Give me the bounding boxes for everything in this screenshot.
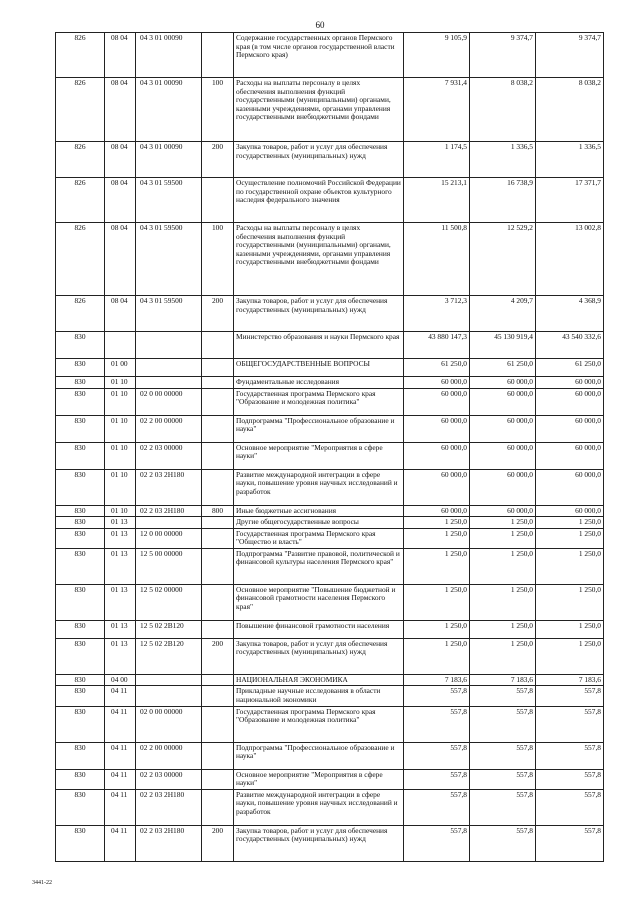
cell-section: 01 10 — [105, 505, 136, 517]
cell-admin-code: 830 — [56, 789, 105, 825]
cell-section: 08 04 — [105, 142, 136, 178]
cell-amount-year2: 45 130 919,4 — [470, 332, 536, 359]
cell-amount-year3: 60 000,0 — [536, 377, 604, 389]
cell-section: 01 13 — [105, 620, 136, 638]
cell-name: Закупка товаров, работ и услуг для обеспечения государственных (муниципальных) нужд — [234, 825, 404, 861]
cell-expense-type — [202, 674, 234, 686]
cell-amount-year1: 11 500,8 — [404, 223, 470, 296]
cell-amount-year3: 43 540 332,6 — [536, 332, 604, 359]
cell-amount-year3: 557,8 — [536, 789, 604, 825]
cell-section: 04 11 — [105, 706, 136, 742]
cell-amount-year2: 557,8 — [470, 789, 536, 825]
cell-amount-year2: 1 336,5 — [470, 142, 536, 178]
cell-section: 01 00 — [105, 359, 136, 377]
cell-amount-year1: 15 213,1 — [404, 178, 470, 223]
cell-amount-year2: 60 000,0 — [470, 388, 536, 415]
cell-amount-year3: 1 250,0 — [536, 638, 604, 674]
cell-amount-year1: 60 000,0 — [404, 377, 470, 389]
cell-target-article: 02 2 00 00000 — [136, 742, 202, 769]
cell-amount-year1: 1 250,0 — [404, 548, 470, 584]
cell-section: 04 11 — [105, 789, 136, 825]
cell-name: Содержание государственных органов Пермского края (в том числе органов государственной власти Пермского края) — [234, 33, 404, 78]
cell-admin-code: 830 — [56, 505, 105, 517]
cell-target-article: 02 0 00 00000 — [136, 388, 202, 415]
cell-amount-year3: 60 000,0 — [536, 442, 604, 469]
table-row — [56, 142, 604, 178]
table-row — [56, 178, 604, 223]
cell-name: Закупка товаров, работ и услуг для обеспечения государственных (муниципальных) нужд — [234, 296, 404, 332]
cell-amount-year1: 43 880 147,3 — [404, 332, 470, 359]
cell-expense-type: 100 — [202, 78, 234, 142]
table-row — [56, 296, 604, 332]
cell-section: 04 00 — [105, 674, 136, 686]
cell-section: 01 13 — [105, 517, 136, 529]
cell-target-article: 04 3 01 59500 — [136, 296, 202, 332]
cell-expense-type — [202, 517, 234, 529]
cell-target-article: 02 2 03 2Н180 — [136, 789, 202, 825]
table-row — [56, 638, 604, 674]
cell-target-article: 02 2 03 00000 — [136, 769, 202, 789]
cell-amount-year3: 557,8 — [536, 686, 604, 706]
cell-target-article: 02 2 03 2Н180 — [136, 469, 202, 505]
cell-amount-year1: 557,8 — [404, 825, 470, 861]
table-row — [56, 505, 604, 517]
table-row — [56, 825, 604, 861]
cell-amount-year2: 7 183,6 — [470, 674, 536, 686]
cell-section: 01 13 — [105, 638, 136, 674]
cell-name: Основное мероприятие "Мероприятия в сфере науки" — [234, 769, 404, 789]
cell-expense-type — [202, 528, 234, 548]
cell-name: Повышение финансовой грамотности населения — [234, 620, 404, 638]
cell-amount-year2: 1 250,0 — [470, 548, 536, 584]
cell-amount-year1: 7 183,6 — [404, 674, 470, 686]
cell-amount-year2: 8 038,2 — [470, 78, 536, 142]
cell-amount-year1: 60 000,0 — [404, 388, 470, 415]
cell-amount-year1: 1 250,0 — [404, 517, 470, 529]
cell-admin-code: 830 — [56, 415, 105, 442]
table-row — [56, 620, 604, 638]
cell-name: Развитие международной интеграции в сфере науки, повышение уровня научных исследований и разработок — [234, 469, 404, 505]
cell-target-article: 04 3 01 00090 — [136, 78, 202, 142]
table-row — [56, 548, 604, 584]
cell-amount-year1: 557,8 — [404, 706, 470, 742]
cell-expense-type — [202, 706, 234, 742]
cell-admin-code: 826 — [56, 33, 105, 78]
cell-name: Закупка товаров, работ и услуг для обеспечения государственных (муниципальных) нужд — [234, 638, 404, 674]
cell-admin-code: 830 — [56, 584, 105, 620]
cell-section: 08 04 — [105, 296, 136, 332]
cell-amount-year3: 9 374,7 — [536, 33, 604, 78]
cell-section: 04 11 — [105, 686, 136, 706]
table-row — [56, 584, 604, 620]
cell-admin-code: 830 — [56, 769, 105, 789]
cell-amount-year3: 17 371,7 — [536, 178, 604, 223]
cell-amount-year3: 1 336,5 — [536, 142, 604, 178]
cell-expense-type: 200 — [202, 142, 234, 178]
cell-amount-year2: 557,8 — [470, 686, 536, 706]
cell-name: Закупка товаров, работ и услуг для обеспечения государственных (муниципальных) нужд — [234, 142, 404, 178]
cell-name: Иные бюджетные ассигнования — [234, 505, 404, 517]
cell-name: Расходы на выплаты персоналу в целях обеспечения выполнения функций государственными (муниципальными) органами, казенными учреждениями, органами управления государственными внебюджетными фондами — [234, 78, 404, 142]
cell-amount-year3: 60 000,0 — [536, 505, 604, 517]
cell-amount-year3: 4 368,9 — [536, 296, 604, 332]
cell-target-article: 04 3 01 59500 — [136, 223, 202, 296]
cell-admin-code: 830 — [56, 517, 105, 529]
cell-section: 01 13 — [105, 584, 136, 620]
cell-name: Развитие международной интеграции в сфере науки, повышение уровня научных исследований и разработок — [234, 789, 404, 825]
cell-amount-year1: 7 931,4 — [404, 78, 470, 142]
cell-admin-code: 830 — [56, 638, 105, 674]
table-row — [56, 674, 604, 686]
cell-section — [105, 332, 136, 359]
cell-section: 01 10 — [105, 377, 136, 389]
cell-admin-code: 830 — [56, 377, 105, 389]
cell-amount-year3: 61 250,0 — [536, 359, 604, 377]
cell-section: 01 10 — [105, 469, 136, 505]
cell-target-article: 02 0 00 00000 — [136, 706, 202, 742]
table-row — [56, 517, 604, 529]
cell-amount-year1: 557,8 — [404, 686, 470, 706]
cell-expense-type — [202, 442, 234, 469]
cell-admin-code: 826 — [56, 142, 105, 178]
cell-expense-type: 800 — [202, 505, 234, 517]
cell-name: Государственная программа Пермского края "Образование и молодежная политика" — [234, 706, 404, 742]
cell-admin-code: 826 — [56, 78, 105, 142]
cell-admin-code: 830 — [56, 825, 105, 861]
cell-amount-year3: 1 250,0 — [536, 584, 604, 620]
cell-admin-code: 830 — [56, 528, 105, 548]
cell-amount-year3: 1 250,0 — [536, 528, 604, 548]
cell-section: 08 04 — [105, 78, 136, 142]
cell-amount-year1: 557,8 — [404, 742, 470, 769]
cell-name: Государственная программа Пермского края "Образование и молодежная политика" — [234, 388, 404, 415]
cell-expense-type — [202, 469, 234, 505]
cell-amount-year3: 557,8 — [536, 742, 604, 769]
cell-amount-year2: 16 738,9 — [470, 178, 536, 223]
cell-amount-year1: 60 000,0 — [404, 415, 470, 442]
table-row — [56, 769, 604, 789]
cell-amount-year3: 1 250,0 — [536, 620, 604, 638]
table-row — [56, 33, 604, 78]
cell-expense-type — [202, 769, 234, 789]
cell-name: Осуществление полномочий Российской Федерации по государственной охране объектов культурного наследия федерального значения — [234, 178, 404, 223]
cell-expense-type — [202, 415, 234, 442]
table-row — [56, 388, 604, 415]
cell-amount-year1: 60 000,0 — [404, 442, 470, 469]
cell-expense-type — [202, 332, 234, 359]
cell-amount-year3: 13 002,8 — [536, 223, 604, 296]
cell-amount-year1: 1 250,0 — [404, 584, 470, 620]
cell-amount-year3: 60 000,0 — [536, 415, 604, 442]
cell-expense-type: 200 — [202, 638, 234, 674]
cell-admin-code: 830 — [56, 620, 105, 638]
cell-amount-year1: 557,8 — [404, 769, 470, 789]
cell-amount-year2: 9 374,7 — [470, 33, 536, 78]
cell-target-article — [136, 686, 202, 706]
cell-name: Расходы на выплаты персоналу в целях обеспечения выполнения функций государственными (муниципальными) органами, казенными учреждениями, органами управления государственными внебюджетными фондами — [234, 223, 404, 296]
cell-target-article: 02 2 00 00000 — [136, 415, 202, 442]
cell-name: Основное мероприятие "Мероприятия в сфере науки" — [234, 442, 404, 469]
cell-admin-code: 830 — [56, 388, 105, 415]
cell-name: Прикладные научные исследования в области национальной экономики — [234, 686, 404, 706]
cell-amount-year2: 1 250,0 — [470, 517, 536, 529]
cell-amount-year1: 3 712,3 — [404, 296, 470, 332]
cell-amount-year3: 557,8 — [536, 769, 604, 789]
cell-section: 01 13 — [105, 528, 136, 548]
cell-target-article — [136, 674, 202, 686]
cell-target-article: 04 3 01 59500 — [136, 178, 202, 223]
cell-target-article: 12 5 00 00000 — [136, 548, 202, 584]
cell-amount-year2: 557,8 — [470, 742, 536, 769]
table-row — [56, 789, 604, 825]
table-row — [56, 706, 604, 742]
table-row — [56, 686, 604, 706]
cell-amount-year2: 1 250,0 — [470, 528, 536, 548]
cell-target-article — [136, 359, 202, 377]
cell-admin-code: 826 — [56, 296, 105, 332]
cell-amount-year3: 1 250,0 — [536, 517, 604, 529]
table-row — [56, 223, 604, 296]
cell-target-article: 12 5 02 2В120 — [136, 638, 202, 674]
cell-target-article — [136, 332, 202, 359]
cell-section: 01 10 — [105, 442, 136, 469]
cell-admin-code: 830 — [56, 442, 105, 469]
cell-name: Подпрограмма "Профессиональное образование и наука" — [234, 415, 404, 442]
cell-amount-year1: 60 000,0 — [404, 469, 470, 505]
cell-amount-year2: 60 000,0 — [470, 505, 536, 517]
cell-target-article — [136, 517, 202, 529]
cell-expense-type — [202, 620, 234, 638]
cell-name: Фундаментальные исследования — [234, 377, 404, 389]
cell-amount-year1: 60 000,0 — [404, 505, 470, 517]
cell-expense-type — [202, 742, 234, 769]
cell-amount-year3: 557,8 — [536, 825, 604, 861]
cell-target-article: 12 5 02 2В120 — [136, 620, 202, 638]
cell-expense-type — [202, 359, 234, 377]
cell-amount-year2: 60 000,0 — [470, 377, 536, 389]
cell-admin-code: 830 — [56, 742, 105, 769]
cell-amount-year1: 61 250,0 — [404, 359, 470, 377]
cell-amount-year2: 61 250,0 — [470, 359, 536, 377]
cell-amount-year2: 557,8 — [470, 706, 536, 742]
cell-amount-year2: 1 250,0 — [470, 584, 536, 620]
cell-amount-year2: 557,8 — [470, 769, 536, 789]
budget-table — [55, 32, 604, 862]
cell-amount-year1: 1 250,0 — [404, 528, 470, 548]
cell-expense-type: 100 — [202, 223, 234, 296]
cell-amount-year2: 1 250,0 — [470, 638, 536, 674]
cell-expense-type — [202, 789, 234, 825]
cell-expense-type — [202, 686, 234, 706]
cell-admin-code: 830 — [56, 332, 105, 359]
cell-name: Подпрограмма "Профессиональное образование и наука" — [234, 742, 404, 769]
cell-expense-type — [202, 178, 234, 223]
cell-admin-code: 826 — [56, 178, 105, 223]
table-row — [56, 359, 604, 377]
table-row — [56, 377, 604, 389]
cell-target-article: 04 3 01 00090 — [136, 142, 202, 178]
cell-section: 08 04 — [105, 223, 136, 296]
cell-name: ОБЩЕГОСУДАРСТВЕННЫЕ ВОПРОСЫ — [234, 359, 404, 377]
cell-section: 01 10 — [105, 415, 136, 442]
cell-admin-code: 826 — [56, 223, 105, 296]
cell-expense-type — [202, 377, 234, 389]
cell-amount-year2: 60 000,0 — [470, 469, 536, 505]
cell-expense-type: 200 — [202, 296, 234, 332]
cell-admin-code: 830 — [56, 469, 105, 505]
cell-target-article — [136, 377, 202, 389]
cell-amount-year3: 60 000,0 — [536, 388, 604, 415]
cell-amount-year3: 1 250,0 — [536, 548, 604, 584]
cell-amount-year2: 60 000,0 — [470, 415, 536, 442]
cell-amount-year1: 1 250,0 — [404, 620, 470, 638]
cell-amount-year3: 8 038,2 — [536, 78, 604, 142]
cell-expense-type — [202, 33, 234, 78]
footer-code: 3441-22 — [32, 880, 52, 886]
cell-section: 04 11 — [105, 769, 136, 789]
cell-amount-year1: 9 105,9 — [404, 33, 470, 78]
cell-amount-year2: 4 209,7 — [470, 296, 536, 332]
cell-admin-code: 830 — [56, 706, 105, 742]
cell-expense-type — [202, 548, 234, 584]
cell-expense-type: 200 — [202, 825, 234, 861]
cell-amount-year3: 557,8 — [536, 706, 604, 742]
cell-admin-code: 830 — [56, 359, 105, 377]
cell-amount-year1: 1 174,5 — [404, 142, 470, 178]
table-row — [56, 332, 604, 359]
cell-amount-year2: 60 000,0 — [470, 442, 536, 469]
cell-name: Министерство образования и науки Пермского края — [234, 332, 404, 359]
cell-amount-year2: 12 529,2 — [470, 223, 536, 296]
cell-name: Подпрограмма "Развитие правовой, политической и финансовой культуры населения Пермского края" — [234, 548, 404, 584]
cell-section: 08 04 — [105, 178, 136, 223]
cell-amount-year2: 557,8 — [470, 825, 536, 861]
cell-admin-code: 830 — [56, 548, 105, 584]
table-row — [56, 442, 604, 469]
cell-amount-year2: 1 250,0 — [470, 620, 536, 638]
cell-section: 01 10 — [105, 388, 136, 415]
cell-amount-year1: 1 250,0 — [404, 638, 470, 674]
cell-target-article: 12 0 00 00000 — [136, 528, 202, 548]
table-row — [56, 469, 604, 505]
cell-name: НАЦИОНАЛЬНАЯ ЭКОНОМИКА — [234, 674, 404, 686]
cell-admin-code: 830 — [56, 674, 105, 686]
table-row — [56, 78, 604, 142]
cell-section: 08 04 — [105, 33, 136, 78]
cell-amount-year1: 557,8 — [404, 789, 470, 825]
table-row — [56, 528, 604, 548]
cell-target-article: 02 2 03 2Н180 — [136, 505, 202, 517]
cell-section: 01 13 — [105, 548, 136, 584]
cell-target-article: 02 2 03 2Н180 — [136, 825, 202, 861]
cell-amount-year3: 60 000,0 — [536, 469, 604, 505]
cell-target-article: 12 5 02 00000 — [136, 584, 202, 620]
cell-section: 04 11 — [105, 742, 136, 769]
cell-name: Другие общегосударственные вопросы — [234, 517, 404, 529]
cell-expense-type — [202, 584, 234, 620]
cell-name: Основное мероприятие "Повышение бюджетной и финансовой грамотности населения Пермского края" — [234, 584, 404, 620]
table-row — [56, 415, 604, 442]
page-number: 60 — [315, 20, 325, 30]
cell-target-article: 02 2 03 00000 — [136, 442, 202, 469]
cell-admin-code: 830 — [56, 686, 105, 706]
cell-target-article: 04 3 01 00090 — [136, 33, 202, 78]
cell-amount-year3: 7 183,6 — [536, 674, 604, 686]
cell-expense-type — [202, 388, 234, 415]
cell-section: 04 11 — [105, 825, 136, 861]
table-row — [56, 742, 604, 769]
cell-name: Государственная программа Пермского края "Общество и власть" — [234, 528, 404, 548]
